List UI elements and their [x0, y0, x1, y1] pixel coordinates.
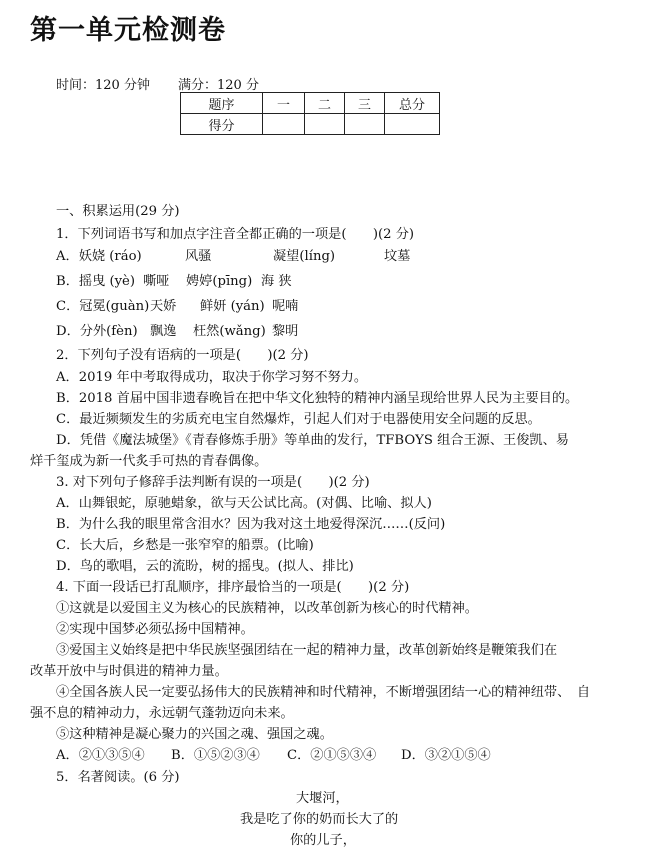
q3-option-d: D．鸟的歌唱，云的流盼，树的摇曳。(拟人、排比) — [56, 559, 354, 574]
q1-option-a: A．妖娆 (ráo) — [56, 249, 142, 264]
score-header-cell: 一 — [263, 93, 305, 114]
q1-stem: 1．下列词语书写和加点字注音全都正确的一项是( )(2 分) — [56, 227, 415, 242]
q2-option-a: A．2019 年中考取得成功，取决于你学习努不努力。 — [56, 370, 368, 385]
q1-option-d-word: 枉然(wǎng) — [193, 324, 266, 339]
q2-stem: 2．下列句子没有语病的一项是( )(2 分) — [56, 348, 309, 363]
poem-line: 大堰河， — [296, 791, 349, 806]
q1-option-d: D．分外(fèn) — [56, 324, 138, 339]
score-cell — [305, 114, 345, 135]
poem-line: 我是吃了你的奶而长大了的 — [240, 812, 399, 827]
q4-sentence-4: ④全国各族人民一定要弘扬伟大的民族精神和时代精神，不断增强团结一心的精神纽带、 自 — [56, 685, 591, 700]
q1-option-a-word: 凝望(líng) — [273, 249, 336, 264]
q5-stem: 5．名著阅读。(6 分) — [56, 770, 180, 785]
score-cell — [345, 114, 385, 135]
q1-option-b: B．摇曳 (yè) — [56, 274, 135, 289]
q4-option-b: B．①⑤②③④ — [171, 748, 260, 763]
score-cell — [385, 114, 440, 135]
exam-full-score: 满分：120 分 — [178, 78, 259, 93]
page-title: 第一单元检测卷 — [30, 15, 226, 46]
q4-sentence-1: ①这就是以爱国主义为核心的民族精神，以改革创新为核心的时代精神。 — [56, 601, 478, 616]
q3-option-c: C．长大后，乡愁是一张窄窄的船票。(比喻) — [56, 538, 314, 553]
q1-option-b-word: 娉婷(pīng) — [186, 274, 253, 289]
q3-option-b: B．为什么我的眼里常含泪水？因为我对这土地爱得深沉……(反问) — [56, 517, 446, 532]
q4-sentence-3: ③爱国主义始终是把中华民族坚强团结在一起的精神力量，改革创新始终是鞭策我们在 — [56, 643, 558, 658]
section-heading: 一、积累运用(29 分) — [56, 204, 180, 219]
q1-option-c-word: 呢喃 — [272, 299, 299, 314]
score-table-header-row — [181, 93, 440, 114]
q4-option-c: C．②①⑤③④ — [287, 748, 377, 763]
q1-option-b-word: 海 狭 — [261, 274, 292, 289]
q2-option-b: B．2018 首届中国非遗春晚旨在把中华文化独特的精神内涵呈现给世界人民为主要目的。 — [56, 391, 579, 406]
q4-sentence-3-cont: 改革开放中与时俱进的精神力量。 — [30, 664, 228, 679]
q3-stem: 3. 对下列句子修辞手法判断有误的一项是( )(2 分) — [56, 475, 370, 490]
exam-time: 时间：120 分钟 — [56, 78, 150, 93]
q4-sentence-2: ②实现中国梦必须弘扬中国精神。 — [56, 622, 254, 637]
q1-option-d-word: 飘逸 — [150, 324, 177, 339]
q4-stem: 4. 下面一段话已打乱顺序，排序最恰当的一项是( )(2 分) — [56, 580, 410, 595]
q1-option-b-word: 嘶哑 — [143, 274, 170, 289]
q2-option-c: C．最近频频发生的劣质充电宝自然爆炸，引起人们对于电器使用安全问题的反思。 — [56, 412, 541, 427]
q3-option-a: A．山舞银蛇，原驰蜡象，欲与天公试比高。(对偶、比喻、拟人) — [56, 496, 432, 511]
q4-option-d: D．③②①⑤④ — [401, 748, 491, 763]
q2-option-d-cont: 烊千玺成为新一代炙手可热的青春偶像。 — [30, 454, 268, 469]
q4-sentence-5: ⑤这种精神是凝心聚力的兴国之魂、强国之魂。 — [56, 727, 333, 742]
score-header-cell: 总分 — [385, 93, 440, 114]
q2-option-d: D．凭借《魔法城堡》《青春修炼手册》等单曲的发行，TFBOYS 组合王源、王俊凯、易 — [56, 433, 569, 448]
score-row-label: 得分 — [181, 114, 263, 135]
q1-option-c: C．冠冕(guàn) — [56, 299, 150, 314]
poem-line: 你的儿子， — [290, 833, 356, 848]
score-table — [180, 92, 440, 135]
score-header-cell: 三 — [345, 93, 385, 114]
score-header-cell: 题序 — [181, 93, 263, 114]
q4-sentence-4-cont: 强不息的精神动力，永远朝气蓬勃迈向未来。 — [30, 706, 294, 721]
score-table-score-row — [181, 114, 440, 135]
q1-option-c-word: 天娇 — [150, 299, 177, 314]
q1-option-a-word: 坟墓 — [384, 249, 411, 264]
q1-option-a-word: 风骚 — [185, 249, 212, 264]
score-header-cell: 二 — [305, 93, 345, 114]
score-cell — [263, 114, 305, 135]
q1-option-c-word: 鲜妍 (yán) — [200, 299, 265, 314]
q4-option-a: A．②①③⑤④ — [56, 748, 145, 763]
q1-option-d-word: 黎明 — [272, 324, 299, 339]
